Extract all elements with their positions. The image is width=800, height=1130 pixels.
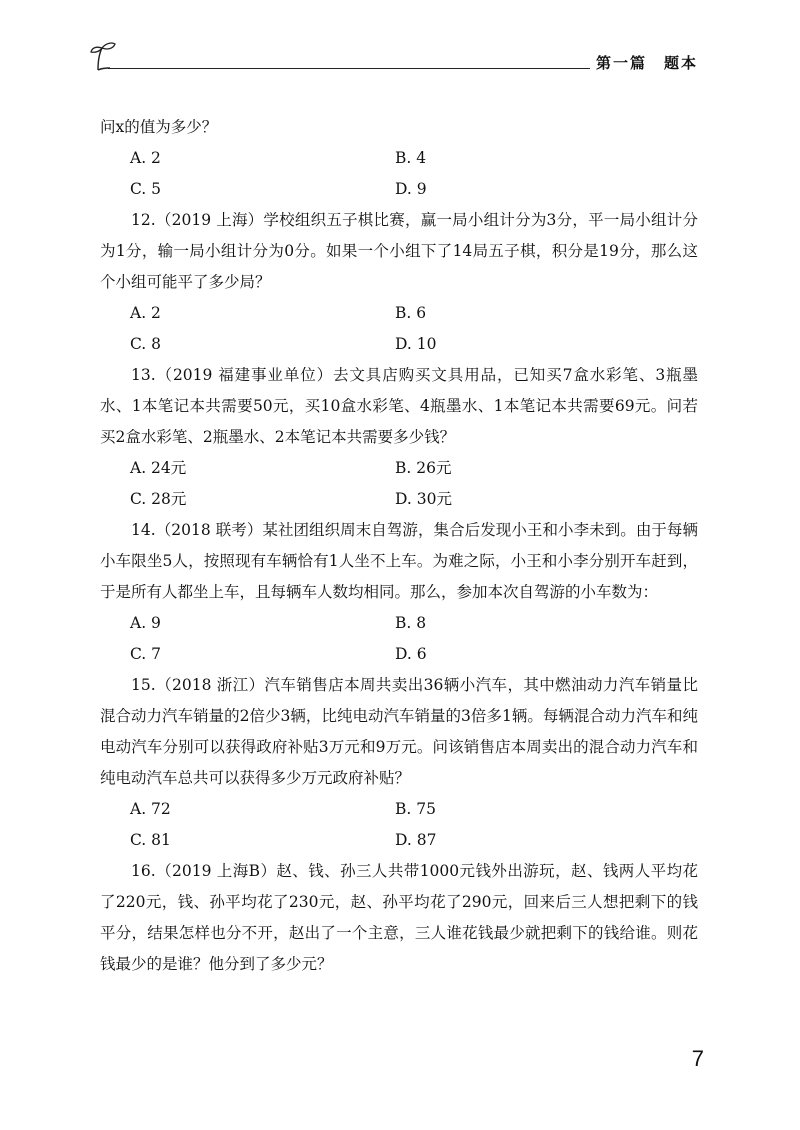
option-b: B. 6 (395, 304, 427, 322)
question-15: 15.（2018 浙江）汽车销售店本周共卖出36辆小汽车，其中燃油动力汽车销量比混合动力汽车销量的2倍少3辆，比纯电动汽车销量的3倍多1辆。每辆混合动力汽车和纯电动汽车分别可以获得政府补贴3万元和9万元。问该销售店本周卖出的混合动力汽车和纯电动汽车总共可以获得多少万元政府补贴？ (100, 676, 698, 787)
answer-options (100, 453, 698, 515)
option-b: B. 4 (395, 149, 427, 167)
option-a: A. 2 (130, 304, 161, 322)
option-c: C. 8 (130, 335, 162, 353)
option-a: A. 9 (130, 614, 161, 632)
answer-options (100, 794, 698, 856)
sprout-icon (88, 38, 118, 76)
question-16: 16.（2019 上海B）赵、钱、孙三人共带1000元钱外出游玩，赵、钱两人平均花了220元，钱、孙平均花了230元，赵、孙平均花了290元，回来后三人想把剩下的钱平分，结果怎样也分不开，赵出了一个主意，三人谁花钱最少就把剩下的钱给谁。则花钱最少的是谁？他分到了多少元？ (100, 862, 698, 973)
question-13: 13.（2019 福建事业单位）去文具店购买文具用品，已知买7盒水彩笔、3瓶墨水、1本笔记本共需要50元，买10盒水彩笔、4瓶墨水、1本笔记本共需要69元。问若买2盒水彩笔、2瓶墨水、2本笔记本共需要多少钱？ (100, 366, 698, 446)
section-title: 第一篇 题本 (590, 52, 698, 73)
option-d: D. 87 (395, 831, 437, 849)
option-a: A. 2 (130, 149, 161, 167)
question-continuation: 问x的值为多少？ (100, 118, 218, 136)
option-c: C. 28元 (130, 490, 187, 508)
answer-options (100, 298, 698, 360)
answer-options (100, 143, 698, 205)
question-14: 14.（2018 联考）某社团组织周末自驾游，集合后发现小王和小李未到。由于每辆小车限坐5人，按照现有车辆恰有1人坐不上车。为难之际，小王和小李分别开车赶到，于是所有人都坐上车，且每辆车人数均相同。那么，参加本次自驾游的小车数为： (100, 521, 698, 601)
answer-options (100, 608, 698, 670)
option-b: B. 26元 (395, 459, 452, 477)
option-a: A. 24元 (130, 459, 187, 477)
option-a: A. 72 (130, 800, 171, 818)
option-d: D. 6 (395, 645, 427, 663)
option-c: C. 81 (130, 831, 171, 849)
question-list (100, 112, 698, 980)
option-b: B. 75 (395, 800, 436, 818)
option-c: C. 7 (130, 645, 162, 663)
page-number: 7 (691, 1046, 704, 1071)
page-header (88, 38, 708, 78)
question-12: 12.（2019 上海）学校组织五子棋比赛，赢一局小组计分为3分，平一局小组计分为1分，输一局小组计分为0分。如果一个小组下了14局五子棋，积分是19分，那么这个小组可能平了多少局？ (100, 211, 698, 291)
option-d: D. 30元 (395, 490, 452, 508)
option-d: D. 10 (395, 335, 437, 353)
option-c: C. 5 (130, 180, 162, 198)
option-b: B. 8 (395, 614, 427, 632)
option-d: D. 9 (395, 180, 427, 198)
